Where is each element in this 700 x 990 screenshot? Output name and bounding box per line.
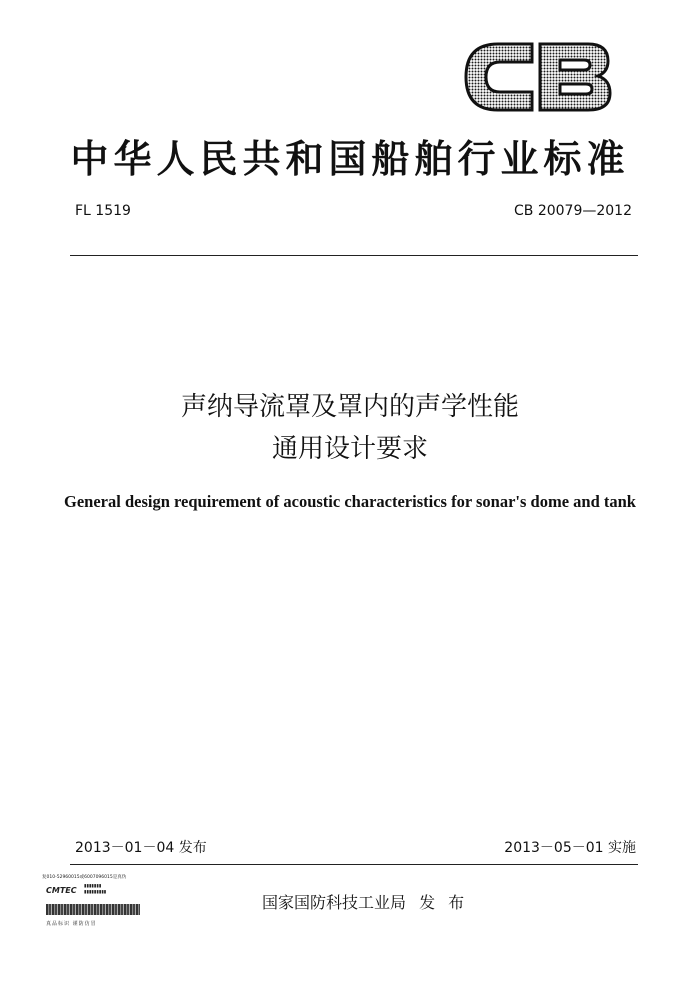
- standard-code: CB 20079—2012: [514, 203, 632, 219]
- document-title-en: General design requirement of acoustic characteristics for sonar's dome and tank: [64, 492, 636, 511]
- top-divider: [70, 255, 638, 256]
- bottom-divider: [70, 864, 638, 865]
- standard-title: 中华人民共和国船舶行业标准: [70, 137, 630, 181]
- cb-logo: [462, 40, 612, 114]
- logo-letter-c: [466, 44, 532, 110]
- document-title-cn-line2: 通用设计要求: [271, 434, 428, 464]
- sticker-code-strip: [46, 904, 140, 915]
- implementation-date: 2013－05－01 实施: [504, 840, 636, 856]
- sticker-brand: CMTEC: [46, 886, 77, 895]
- logo-letter-b: [540, 44, 610, 110]
- issue-date: 2013－01－04 发布: [75, 840, 207, 856]
- issuing-authority: 国家国防科技工业局 发 布: [262, 893, 465, 912]
- sticker-small-text: ▮▮▮▮▮▮▮ ▮▮▮▮▮▮▮▮▮: [84, 884, 107, 895]
- sticker-authentic-text: 真品标识 谨防仿冒: [46, 921, 97, 927]
- sticker-phone-text: 复010-52960015或6007096015是真伪: [42, 875, 127, 880]
- document-title-cn-line1: 声纳导流罩及罩内的声学性能: [180, 392, 519, 422]
- anti-counterfeit-sticker: [42, 874, 150, 936]
- fl-classification-code: FL 1519: [75, 203, 131, 219]
